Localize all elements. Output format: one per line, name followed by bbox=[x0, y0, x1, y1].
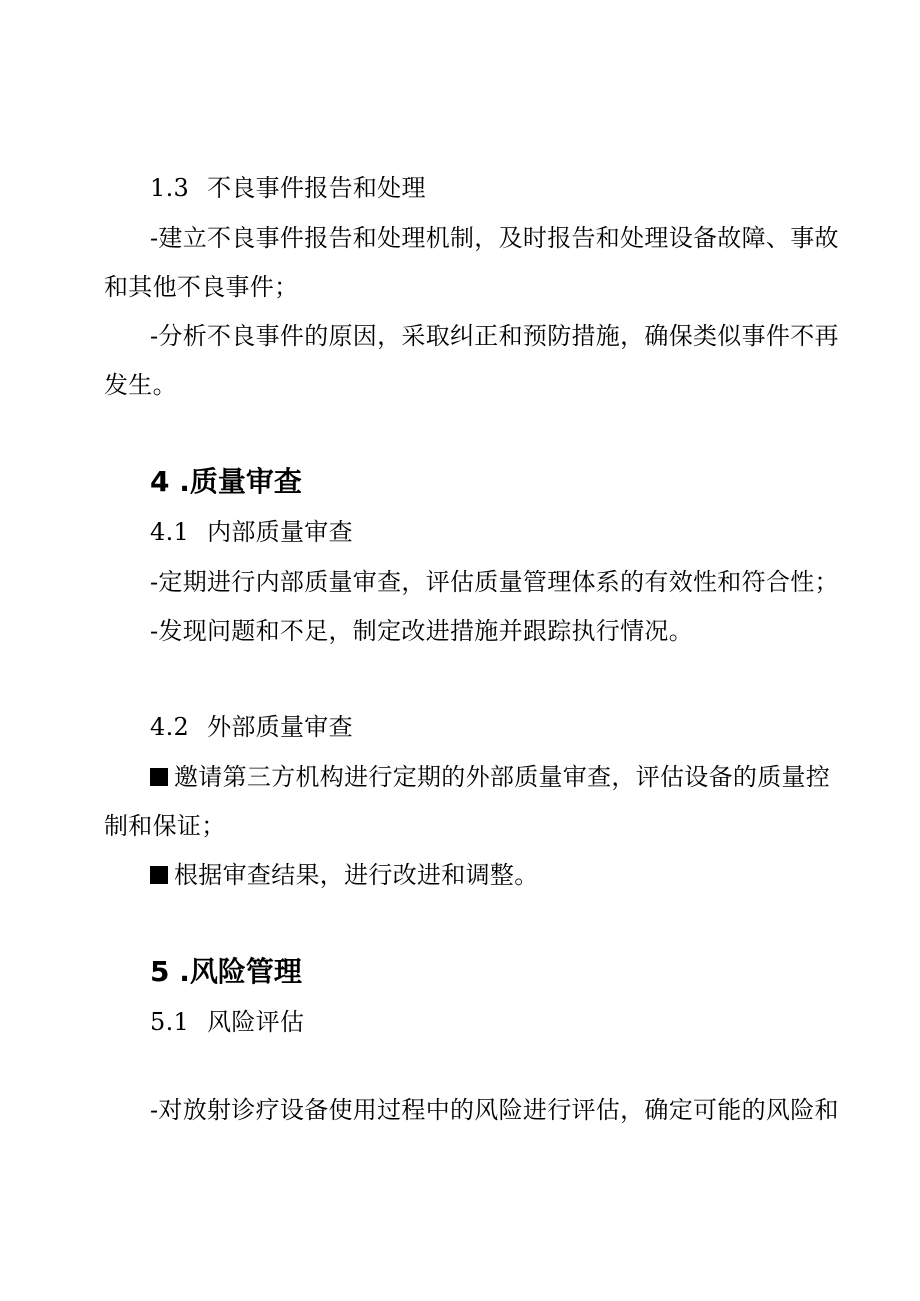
paragraph-line: -对放射诊疗设备使用过程中的风险进行评估，确定可能的风险和 bbox=[150, 1096, 839, 1124]
chapter-number: 5 bbox=[150, 955, 170, 988]
paragraph-line: 发生。 bbox=[104, 371, 177, 399]
chapter-title: .风险管理 bbox=[179, 955, 302, 988]
section-title: 外部质量审查 bbox=[207, 713, 353, 741]
bullet-text: 根据审查结果，进行改进和调整。 bbox=[174, 861, 539, 889]
section-number: 1.3 bbox=[150, 174, 190, 202]
paragraph-line: 制和保证； bbox=[104, 812, 226, 840]
section-heading-1-3 bbox=[150, 173, 426, 203]
section-title: 内部质量审查 bbox=[207, 518, 353, 546]
section-heading-5-1 bbox=[150, 1007, 304, 1037]
section-heading-4-1 bbox=[150, 517, 353, 547]
chapter-number: 4 bbox=[150, 465, 170, 498]
chapter-heading-4 bbox=[150, 465, 302, 499]
paragraph-line: -建立不良事件报告和处理机制，及时报告和处理设备故障、事故 bbox=[150, 224, 839, 252]
section-number: 4.1 bbox=[150, 518, 190, 546]
bullet-line bbox=[150, 860, 539, 890]
bullet-line bbox=[150, 762, 830, 792]
bullet-text: 邀请第三方机构进行定期的外部质量审查，评估设备的质量控 bbox=[174, 763, 831, 791]
square-bullet-icon bbox=[150, 768, 168, 786]
section-number: 4.2 bbox=[150, 713, 190, 741]
paragraph-line: -发现问题和不足，制定改进措施并跟踪执行情况。 bbox=[150, 617, 694, 645]
section-number: 5.1 bbox=[150, 1008, 190, 1036]
square-bullet-icon bbox=[150, 866, 168, 884]
section-title: 风险评估 bbox=[207, 1008, 305, 1036]
chapter-heading-5 bbox=[150, 955, 302, 989]
section-title: 不良事件报告和处理 bbox=[207, 174, 426, 202]
section-heading-4-2 bbox=[150, 712, 353, 742]
paragraph-line: 和其他不良事件； bbox=[104, 273, 299, 301]
chapter-title: .质量审查 bbox=[179, 465, 302, 498]
paragraph-line: -定期进行内部质量审查，评估质量管理体系的有效性和符合性； bbox=[150, 568, 839, 596]
paragraph-line: -分析不良事件的原因，采取纠正和预防措施，确保类似事件不再 bbox=[150, 322, 839, 350]
